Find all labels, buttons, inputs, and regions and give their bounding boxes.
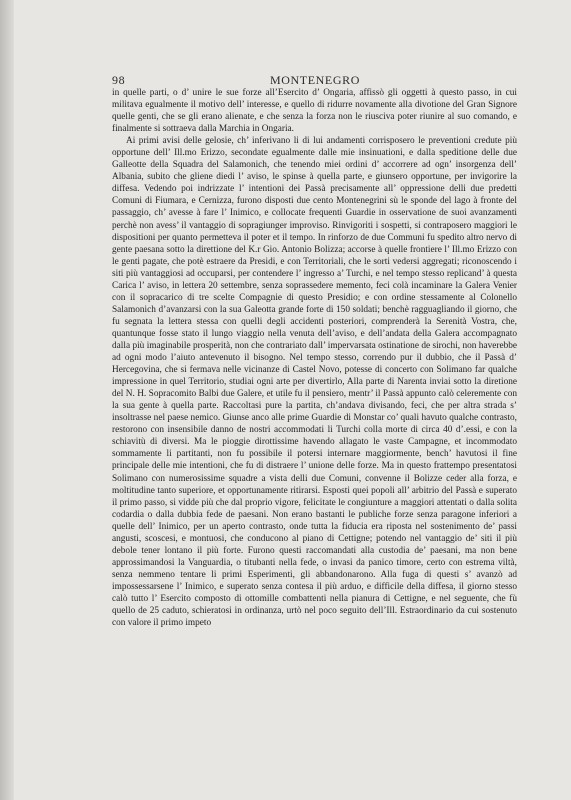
- body-text: [112, 87, 517, 737]
- page-number: 98: [112, 73, 126, 87]
- page-header: [112, 73, 518, 87]
- paragraph: Ai primi avisi delle gelosie, ch’ inferivano li di lui andamenti corrisposero le preventioni credute più opportune dell’ Ill.mo Erizzo, secondate egualmente dalle mie insinuationi, e dalla speditione delle due Galleotte della Squadra del Salamonich, che tenendo miei ordini d’ accorrere ad ogn’ insorgenza dell’ Albania, subito che gliene diedi l’ aviso, le spinse à quella parte, e giunsero opportune, per invigorire la diffesa. Vedendo poi indrizzate l’ intentioni dei Passà precisamente all’ oppressione delli due predetti Comuni di Fiumara, e Cernizza, furono disposti due cento Montenegrini sù le sponde del lago à fronte del passaggio, ch’ avesse à fare l’ Inimico, e collocate frequenti Guardie in osservatione de suoi avanzamenti perchè non avess’ il vantaggio di sopragiunger improviso. Rinvigoriti i sospetti, si contraposero maggiori le dispositioni per quanto permetteva il poter et il tempo. In rinforzo de due Communi fu spedito altro nervo di gente paesana sotto la direttione del K.r Gio. Antonio Bolizza; accorse à quelle frontiere l’ Ill.mo Erizzo con le genti pagate, che potè estraere da Presidi, e con Territoriali, che le sorti vedersi aggregati; riconoscendo i siti più vantaggiosi ad occuparsi, per contendere l’ ingresso a’ Turchi, e nel tempo stesso replicand’ à questa Carica l’ aviso, in lettera 20 settembre, senza soprassedere memento, feci colà incaminare la Galera Venier con il sopracarico di tre scelte Compagnie di questo Presidio; e con ordine stessamente al Colonello Salamonich d’avanzarsi con la sua Galeotta grande forte di 150 soldati; benchè ragguagliando il giorno, che fu segnata la lettera stessa con quelli degli accidenti posteriori, comprenderà la Serenità Vostra, che, quantunque fosse stato il lungo viaggio nella venuta dell’aviso, e dell’andata della Galera accompagnato dalla più imaginabile prosperità, non che contrariato dall’ impervarsata ostinatione de sirochi, non haverebbe ad ogni modo l’aiuto antevenuto il bisogno. Nel tempo stesso, correndo pur il dubbio, che il Passà d’ Hercegovina, che si fermava nelle vicinanze di Castel Novo, potesse di concerto con Solimano far qualche impressione in quel Territorio, studiai ogni arte per divertirlo, Alla parte di Narenta inviai sotto la diretione del N. H. Sopracomito Balbi due Galere, et utile fu il pensiero, mentr’ il Passà appunto calò celeremente con la sua gente à quella parte. Raccoltasi pure la partita, ch’andava divisando, feci, che per altra strada s’ insoltrasse nel paese nemico. Giunse anco alle prime Guardie di Monstar co’ quali havuto qualche contrasto, restorono con insensibile danno de nostri accommodati li Turchi colla morte di circa 40 d’.essi, e con la schiavitù di diversi. Ma le pioggie dirottissime havendo allagato le vaste Campagne, et incommodato sommamente li partitanti, non fu possibile il potersi internare maggiormente, bench’ havutosi il fine principale delle mie intentioni, che fu di distraere l’ unione delle forze. Ma in questo frattempo presentatosi Solimano con numerosissime squadre a vista delli due Comuni, convenne il Bolizze ceder alla forza, e moltitudine tanto superiore, et opportunamente ritirarsi. Esposti quei popoli all’ arbitrio del Passà e superato il primo passo, si vidde più che dal proprio vigore, felicitate le congiunture a maggiori attentati o dalla solita codardia o dalla dubbia fede de paesani. Non erano bastanti le publiche forze senza paragone inferiori a quelle dell’ Inimico, per un aperto contrasto, onde tutta la fiducia era riposta nel sostenimento de’ passi angusti, scoscesi, e montuosi, che conducono al piano di Cettigne; potendo nel vantaggio de’ siti il più debole tener lontano il più forte. Furono questi raccomandati alla custodia de’ paesani, ma non bene approssimandosi la Vanguardia, o titubanti nella fede, o invasi da panico timore, certo con estrema viltà, senza nemmeno tentare li primi Esperimenti, gli abbandonarono. Alla fuga di questi s’ avanzò ad impossessarsene l’ Inimico, e superato senza contesa il più arduo, e difficile della diffesa, il giorno stesso calò tutto l’ Esercito composto di ottomille combattenti nella pianura di Cettigne, e nel seguente, che fù quello de 25 caduto, schieratosi in ordinanza, urtò nel poco seguito dell’Ill. Estraordinario da cui sostenuto con valore il primo impeto: [112, 136, 517, 629]
- paragraph-continuation: in quelle parti, o d’ unire le sue forze all’Esercito d’ Ongaria, affissò gli oggetti à questo passo, in cui militava egualmente il motivo dell’ interesse, e quello di ridurre novamente alla divotione del Gran Signore quelle genti, che se gli erano alienate, e che senza la forza non le riusciva poter riunire al suo comando, e finalmente si sottraeva dalla Marchia in Ongaria.: [112, 88, 517, 135]
- running-title: MONTENEGRO: [270, 73, 360, 87]
- book-spine-shadow: [0, 0, 14, 800]
